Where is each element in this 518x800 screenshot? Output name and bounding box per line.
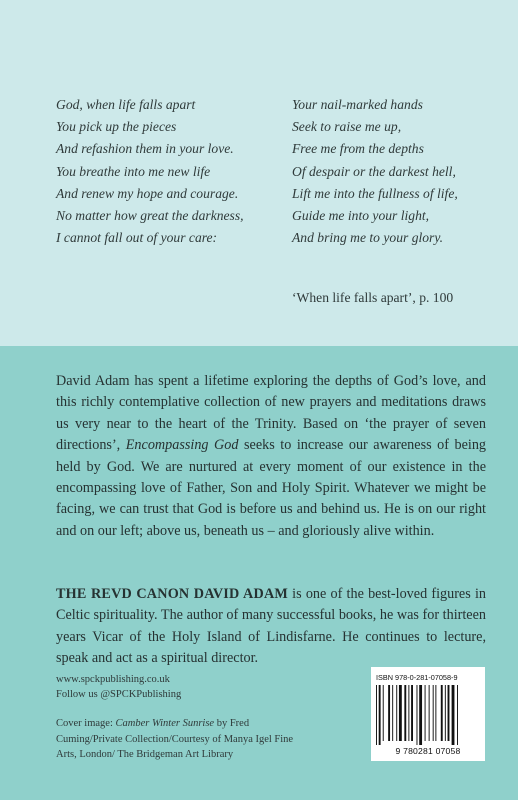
barcode-bar [435, 685, 436, 741]
website-link[interactable]: www.spckpublishing.co.uk [56, 674, 170, 685]
poem-line: I cannot fall out of your care: [56, 230, 218, 246]
barcode-bar [448, 685, 450, 741]
barcode-bar [404, 685, 406, 741]
barcode-bar [425, 685, 426, 741]
social-handle[interactable]: Follow us @SPCKPublishing [56, 689, 182, 700]
credit-label: Cover image: [56, 718, 116, 729]
barcode-bars [375, 685, 481, 745]
poem-left-column [56, 94, 244, 249]
barcode-bar [457, 685, 458, 745]
barcode-bar [433, 685, 434, 741]
isbn-barcode [371, 667, 485, 761]
barcode-bar [417, 685, 418, 745]
poem-line: And refashion them in your love. [56, 141, 234, 157]
book-title: Encompassing God [125, 437, 239, 454]
barcode-bar [376, 685, 377, 745]
barcode-bar [383, 685, 384, 741]
publisher-links [56, 672, 181, 702]
poem-line: Guide me into your light, [292, 208, 430, 224]
poem-line: God, when life falls apart [56, 97, 196, 112]
barcode-bar [408, 685, 409, 741]
barcode-bar [429, 685, 430, 741]
author-bio [56, 584, 486, 670]
cover-image-credit [56, 716, 306, 763]
barcode-bar [419, 685, 422, 745]
barcode-bar [452, 685, 455, 745]
poem-line: Free me from the depths [292, 141, 424, 157]
poem-line: You pick up the pieces [56, 119, 177, 135]
poem-line: Your nail-marked hands [292, 97, 423, 112]
author-bio-text: is one of the best-loved figures in Celtic spirituality. The author of many successful books, he was for thirteen years Vicar of the Holy Island of Lindisfarne. He continues to lecture, speak and act as a spiritual director. [56, 586, 486, 667]
poem-line: No matter how great the darkness, [56, 208, 244, 224]
barcode-bar [441, 685, 443, 741]
poem-line: And bring me to your glory. [292, 230, 444, 246]
barcode-bar [445, 685, 446, 741]
poem-right-column [292, 94, 458, 249]
poem-line: And renew my hope and courage. [56, 185, 239, 201]
poem-line: Lift me into the fullness of life, [292, 185, 458, 201]
description-text: seeks to increase our awareness of being held by God. We are nurtured at every moment of our existence in the encompassing love of Father, Son and Holy Spirit. Whatever we might be facing, we can trust that God is before us and behind us. He is on our right and on our left; above us, beneath us – and gloriously alive within. [56, 437, 487, 539]
book-description [56, 371, 486, 542]
barcode-bar [399, 685, 402, 741]
barcode-bar [396, 685, 397, 741]
poem-line: Of despair or the darkest hell, [292, 163, 456, 179]
barcode-bar [392, 685, 393, 741]
quote-panel [0, 0, 518, 346]
author-name: THE REVD CANON DAVID ADAM [56, 586, 288, 602]
poem-line: Seek to raise me up, [292, 119, 402, 135]
isbn-label: ISBN 978-0-281-07058-9 [376, 673, 458, 682]
barcode-bar [379, 685, 381, 745]
poem-citation: ‘When life falls apart’, p. 100 [292, 290, 454, 305]
barcode-digits: 9 780281 07058 [395, 746, 461, 756]
credit-text: by Fred Cuming/Private Collection/Courtesy of Manya Igel Fine Arts, London/ The Bridgeman Art Library [56, 718, 294, 760]
description-text: David Adam has spent a lifetime exploring the depths of God’s love, and this richly contemplative collection of new prayers and meditations draws us very near to the heart of the Trinity. Based on ‘the prayer of seven directions’, [56, 373, 486, 454]
barcode-bar [388, 685, 390, 741]
artwork-title: Camber Winter Sunrise [115, 718, 215, 729]
barcode-bar [411, 685, 413, 741]
poem-line: You breathe into me new life [56, 163, 211, 179]
